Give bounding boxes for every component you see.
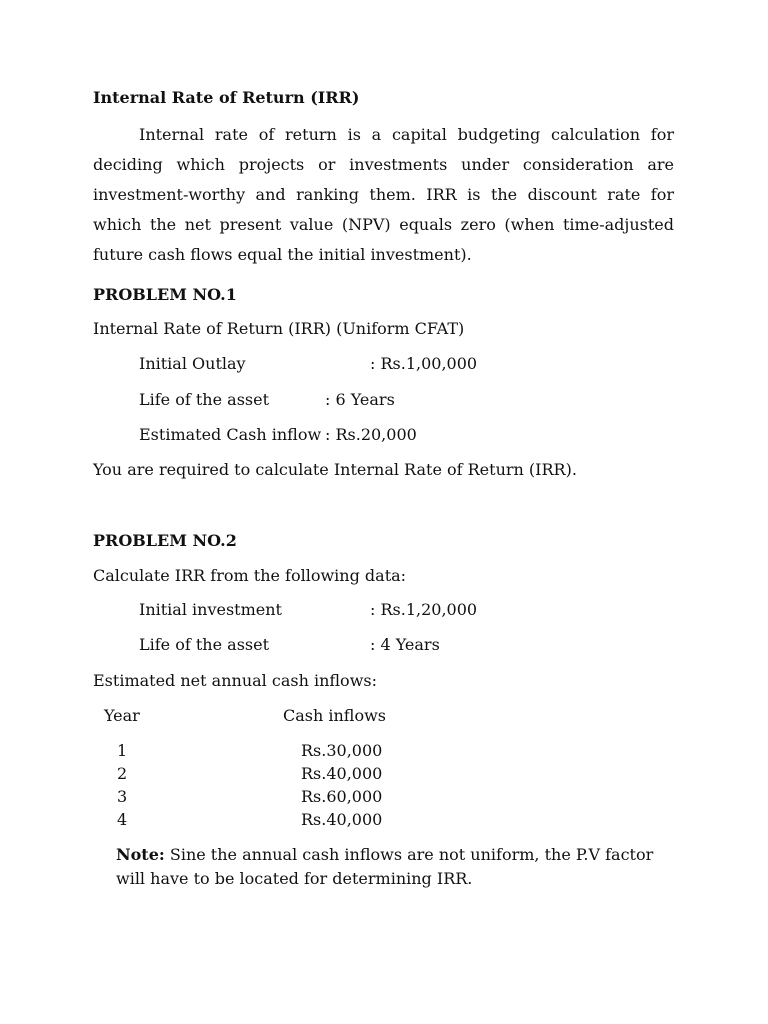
p2-label-life: Life of the asset (139, 635, 270, 654)
note-label: Note: (116, 845, 165, 864)
table-header-year: Year (104, 706, 140, 725)
table-row-cash: Rs.40,000 (301, 764, 383, 783)
p2-value-initial-investment: : Rs.1,20,000 (370, 600, 478, 619)
cash-inflows-label: Estimated net annual cash inflows: (93, 671, 377, 690)
table-row-year: 4 (117, 810, 128, 829)
p1-value-life: : 6 Years (325, 390, 395, 409)
p2-label-initial-investment: Initial investment (139, 600, 282, 619)
problem2-subtitle: Calculate IRR from the following data: (93, 566, 407, 585)
page-title: Internal Rate of Return (IRR) (93, 88, 360, 107)
problem1-instruction: You are required to calculate Internal Rate of Return (IRR). (93, 460, 577, 479)
table-row-cash: Rs.30,000 (301, 741, 383, 760)
problem2-title: PROBLEM NO.2 (93, 531, 237, 550)
table-row-year: 1 (117, 741, 128, 760)
problem1-title: PROBLEM NO.1 (93, 285, 237, 304)
p1-value-initial-outlay: : Rs.1,00,000 (370, 354, 478, 373)
table-row-cash: Rs.60,000 (301, 787, 383, 806)
table-row-cash: Rs.40,000 (301, 810, 383, 829)
p1-label-life: Life of the asset (139, 390, 270, 409)
note-paragraph (116, 843, 661, 891)
p1-label-initial-outlay: Initial Outlay (139, 354, 246, 373)
p1-value-cash-inflow: : Rs.20,000 (325, 425, 417, 444)
p2-value-life: : 4 Years (370, 635, 440, 654)
table-row-year: 2 (117, 764, 128, 783)
p1-label-cash-inflow: Estimated Cash inflow (139, 425, 322, 444)
problem1-subtitle: Internal Rate of Return (IRR) (Uniform CFAT) (93, 319, 465, 338)
intro-paragraph: Internal rate of return is a capital budgeting calculation for deciding which projects or investments under consideration are investment-worthy and ranking them. IRR is the discount rate for which the net present value (NPV) equals zero (when time-adjusted future cash flows equal the initial investment). (93, 125, 674, 264)
table-header-cash: Cash inflows (283, 706, 387, 725)
table-row-year: 3 (117, 787, 128, 806)
note-text: Sine the annual cash inflows are not uniform, the P.V factor will have to be located for determining IRR. (116, 845, 654, 888)
